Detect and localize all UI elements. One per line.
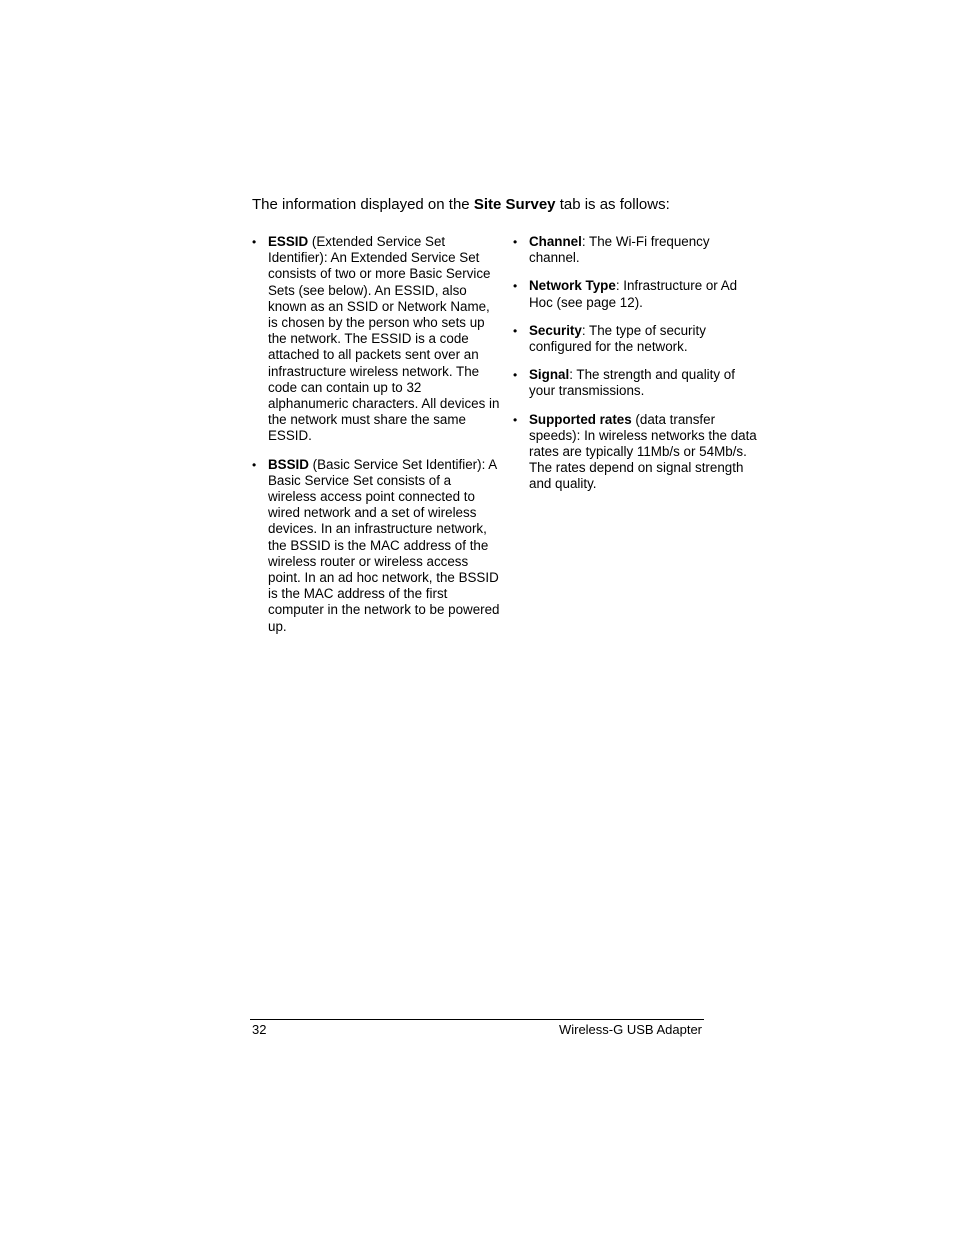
bullet-icon: • [513,279,518,294]
intro-text-after: tab is as follows: [555,196,670,213]
term-bssid: BSSID [268,456,309,472]
definition-supported-rates: (data transfer speeds): In wireless networks the data rates are typically 11Mb/s or 54Mb/s. The rates depend on signal strength and quality. [529,411,757,492]
bullet-icon: • [513,235,518,249]
list-item-signal [513,367,758,399]
term-supported-rates: Supported rates [529,411,632,427]
list-item-network-type [513,278,758,310]
right-bullet-list [513,234,758,505]
page-number: 32 [252,1022,267,1037]
footer-document-title: Wireless-G USB Adapter [558,1022,702,1037]
term-network-type: Network Type [529,278,616,294]
bullet-icon: • [513,368,518,383]
intro-paragraph [252,195,670,214]
intro-text-before: The information displayed on the [252,196,474,213]
term-channel: Channel [529,234,582,249]
list-item-supported-rates [513,412,758,493]
bullet-icon: • [252,235,257,249]
bullet-icon: • [513,412,518,427]
list-item-security [513,323,758,355]
definition-signal: : The strength and quality of your transmissions. [529,367,735,399]
term-essid: ESSID [268,234,309,249]
term-signal: Signal [529,367,570,383]
left-bullet-list [252,234,502,647]
definition-bssid: (Basic Service Set Identifier): A Basic Service Set consists of a wireless access point connected to wired network and a set of wireless devices. In an infrastructure network, the BSSID is the MAC address of the wireless router or wireless access point. In an ad hoc network, the BSSID is the MAC address of the first computer in the network to be powered up. [268,456,500,634]
list-item-bssid [252,457,502,635]
list-item-essid [252,234,502,445]
intro-site-survey: Site Survey [473,196,556,213]
definition-essid: (Extended Service Set Identifier): An Extended Service Set consists of two or more Basic Service Sets (see below). An ESSID, also known as an SSID or Network Name, is chosen by the person who sets up the network. The ESSID is a code attached to all packets sent over an infrastructure wireless network. The code can contain up to 32 alphanumeric characters. All devices in the network must share the same ESSID. [268,234,500,444]
list-item-channel [513,234,758,266]
definition-channel: : The Wi-Fi frequency channel. [529,234,710,266]
definition-network-type: : Infrastructure or Ad Hoc (see page 12). [529,278,738,310]
bullet-icon: • [252,457,257,472]
footer-divider [250,1019,704,1020]
bullet-icon: • [513,323,518,338]
definition-security: : The type of security configured for the network. [529,322,706,355]
term-security: Security [529,322,582,338]
